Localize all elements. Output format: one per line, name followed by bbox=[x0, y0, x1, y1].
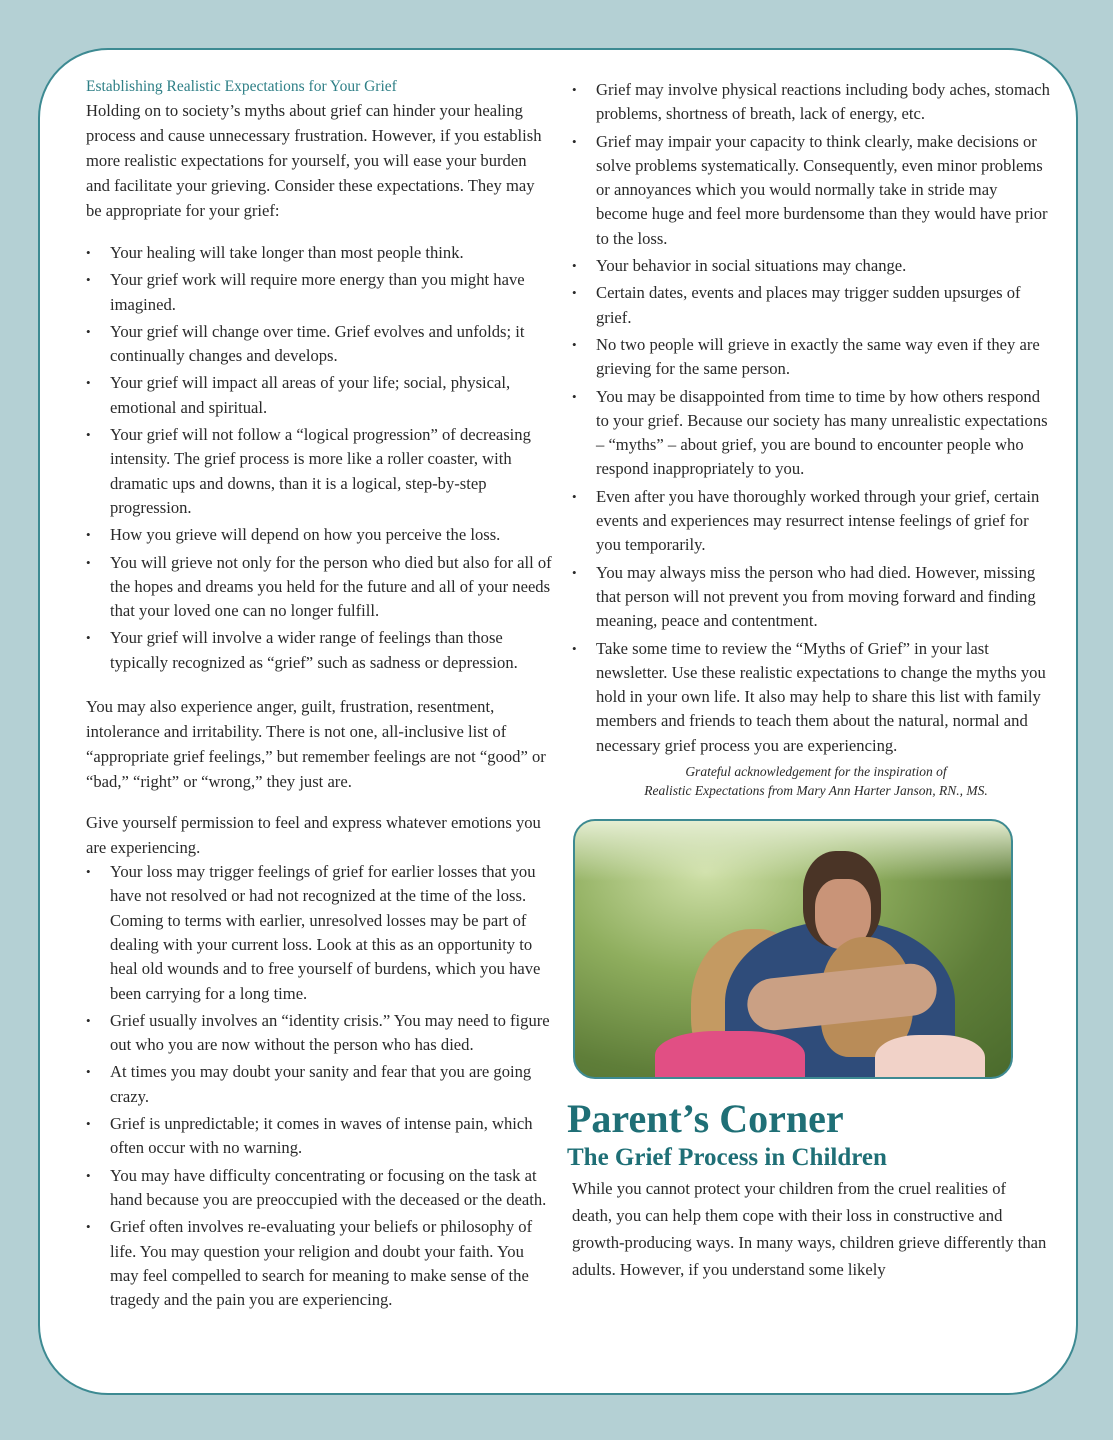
list-item: • Your healing will take longer than most people think. bbox=[86, 241, 554, 265]
bullet-icon: • bbox=[86, 427, 91, 443]
list-item: • Take some time to review the “Myths of Grief” in your last newsletter. Use these realistic expectations to change the myths you hold in your own life. It also may help to share this list with family members and friends to teach them about the natural, normal and necessary grief process you are experiencing. bbox=[572, 638, 1046, 755]
bullet-icon: • bbox=[572, 564, 577, 580]
bullet-icon: • bbox=[572, 258, 577, 274]
expectations-list bbox=[86, 241, 554, 675]
right-column bbox=[567, 78, 1050, 1283]
feelings-paragraph: You may also experience anger, guilt, frustration, resentment, intolerance and irritability. There is not one, all-inclusive list of “appropriate grief feelings,” but remember feelings are not “good” or “bad,” “right” or “wrong,” they just are. bbox=[86, 697, 546, 792]
list-item: • How you grieve will depend on how you perceive the loss. bbox=[86, 523, 554, 547]
section-heading: Establishing Realistic Expectations for Your Grief bbox=[86, 78, 397, 95]
intro-paragraph: Holding on to society’s myths about grief can hinder your healing process and cause unnecessary frustration. However, if you establish more realistic expectations for yourself, you will ease your burden and facilitate your grieving. Consider these expectations. They may be appropriate for your grief: bbox=[86, 101, 542, 220]
bullet-icon: • bbox=[86, 864, 91, 880]
bullet-icon: • bbox=[572, 640, 577, 656]
list-item: • You will grieve not only for the person who died but also for all of the hopes and dreams you held for the future and all of your needs that your loved one can no longer fulfill. bbox=[86, 552, 552, 621]
list-item: • Certain dates, events and places may trigger sudden upsurges of grief. bbox=[572, 283, 1021, 327]
parents-corner-subtitle: The Grief Process in Children bbox=[567, 1144, 887, 1172]
bullet-icon: • bbox=[572, 336, 577, 352]
parents-corner-intro: While you cannot protect your children from the cruel realities of death, you can help them cope with their loss in constructive and growth-producing ways. In many ways, children grieve differently than adults. However, if you understand some likely bbox=[572, 1179, 1047, 1280]
bullet-icon: • bbox=[86, 245, 91, 260]
newsletter-page bbox=[38, 48, 1078, 1395]
acknowledgement-line-1: Grateful acknowledgement for the inspiration of bbox=[685, 764, 947, 780]
list-item: • Grief is unpredictable; it comes in waves of intense pain, which often occur with no warning. bbox=[86, 1114, 533, 1158]
left-column bbox=[86, 78, 554, 1315]
list-item: • Your behavior in social situations may change. bbox=[572, 254, 1050, 278]
bullet-icon: • bbox=[86, 323, 91, 339]
parent-hugging-children-photo bbox=[573, 819, 1013, 1079]
bullet-icon: • bbox=[86, 375, 91, 391]
expectations-list-continued bbox=[572, 78, 1050, 758]
list-item: • You may be disappointed from time to time by how others respond to your grief. Because our society has many unrealistic expectations – “myths” – about grief, you are bound to encounter people who respond inappropriately to you. bbox=[572, 386, 1048, 479]
list-item: • Your loss may trigger feelings of grief for earlier losses that you have not resolved or had not recognized at the time of the loss. Coming to terms with earlier, unresolved losses may be part of dealing with your current loss. Look at this as an opportunity to heal old wounds and to free yourself of burdens, which you have been carrying for a long time. bbox=[86, 862, 541, 1003]
bullet-icon: • bbox=[86, 1116, 91, 1132]
list-item: • Even after you have thoroughly worked through your grief, certain events and experiences may resurrect intense feelings of grief for you temporarily. bbox=[572, 486, 1040, 555]
list-item: • Your grief will not follow a “logical progression” of decreasing intensity. The grief process is more like a roller coaster, with dramatic ups and downs, than it is a logical, step-by-step progression. bbox=[86, 425, 531, 517]
list-item: • Your grief will change over time. Grief evolves and unfolds; it continually changes and develops. bbox=[86, 321, 525, 366]
parents-corner-title: Parent’s Corner bbox=[567, 1096, 844, 1142]
permission-paragraph: Give yourself permission to feel and express whatever emotions you are experiencing. bbox=[86, 813, 541, 858]
list-item: • You may have difficulty concentrating or focusing on the task at hand because you are preoccupied with the deceased or the death. bbox=[86, 1165, 547, 1209]
bullet-icon: • bbox=[572, 488, 577, 504]
bullet-icon: • bbox=[572, 82, 577, 97]
list-item: • You may always miss the person who had died. However, missing that person will not prevent you from moving forward and finding meaning, peace and contentment. bbox=[572, 562, 1036, 631]
list-item: • At times you may doubt your sanity and fear that you are going crazy. bbox=[86, 1062, 532, 1106]
list-item: • No two people will grieve in exactly the same way even if they are grieving for the same person. bbox=[572, 334, 1040, 379]
acknowledgement-line-2: Realistic Expectations from Mary Ann Harter Janson, RN., MS. bbox=[644, 783, 988, 799]
list-item: • Your grief will involve a wider range of feelings than those typically recognized as “grief” such as sadness or depression. bbox=[86, 628, 518, 672]
bullet-icon: • bbox=[572, 285, 577, 301]
list-item: • Grief often involves re-evaluating your beliefs or philosophy of life. You may question your religion and doubt your faith. You may feel compelled to search for meaning to make sense of the tragedy and the pain you are experiencing. bbox=[86, 1217, 533, 1310]
bullet-icon: • bbox=[86, 1012, 91, 1028]
bullet-icon: • bbox=[86, 1219, 91, 1235]
bullet-icon: • bbox=[86, 272, 91, 288]
grief-facts-list bbox=[86, 860, 554, 1312]
list-item: • Your grief work will require more energy than you might have imagined. bbox=[86, 270, 525, 314]
bullet-icon: • bbox=[86, 630, 91, 646]
list-item: • Grief usually involves an “identity crisis.” You may need to figure out who you are now without the person who has died. bbox=[86, 1010, 550, 1055]
bullet-icon: • bbox=[86, 1064, 91, 1080]
bullet-icon: • bbox=[86, 527, 91, 543]
bullet-icon: • bbox=[572, 388, 577, 404]
acknowledgement bbox=[572, 762, 1050, 800]
list-item: • Your grief will impact all areas of your life; social, physical, emotional and spiritual. bbox=[86, 373, 511, 417]
bullet-icon: • bbox=[86, 1167, 91, 1183]
bullet-icon: • bbox=[86, 554, 91, 570]
bullet-icon: • bbox=[572, 133, 577, 149]
list-item: • Grief may involve physical reactions including body aches, stomach problems, shortness of breath, lack of energy, etc. bbox=[572, 80, 1050, 124]
list-item: • Grief may impair your capacity to think clearly, make decisions or solve problems systematically. Consequently, even minor problems or annoyances which you would normally take in stride may become huge and feel more burdensome than they would have prior to the loss. bbox=[572, 131, 1048, 248]
